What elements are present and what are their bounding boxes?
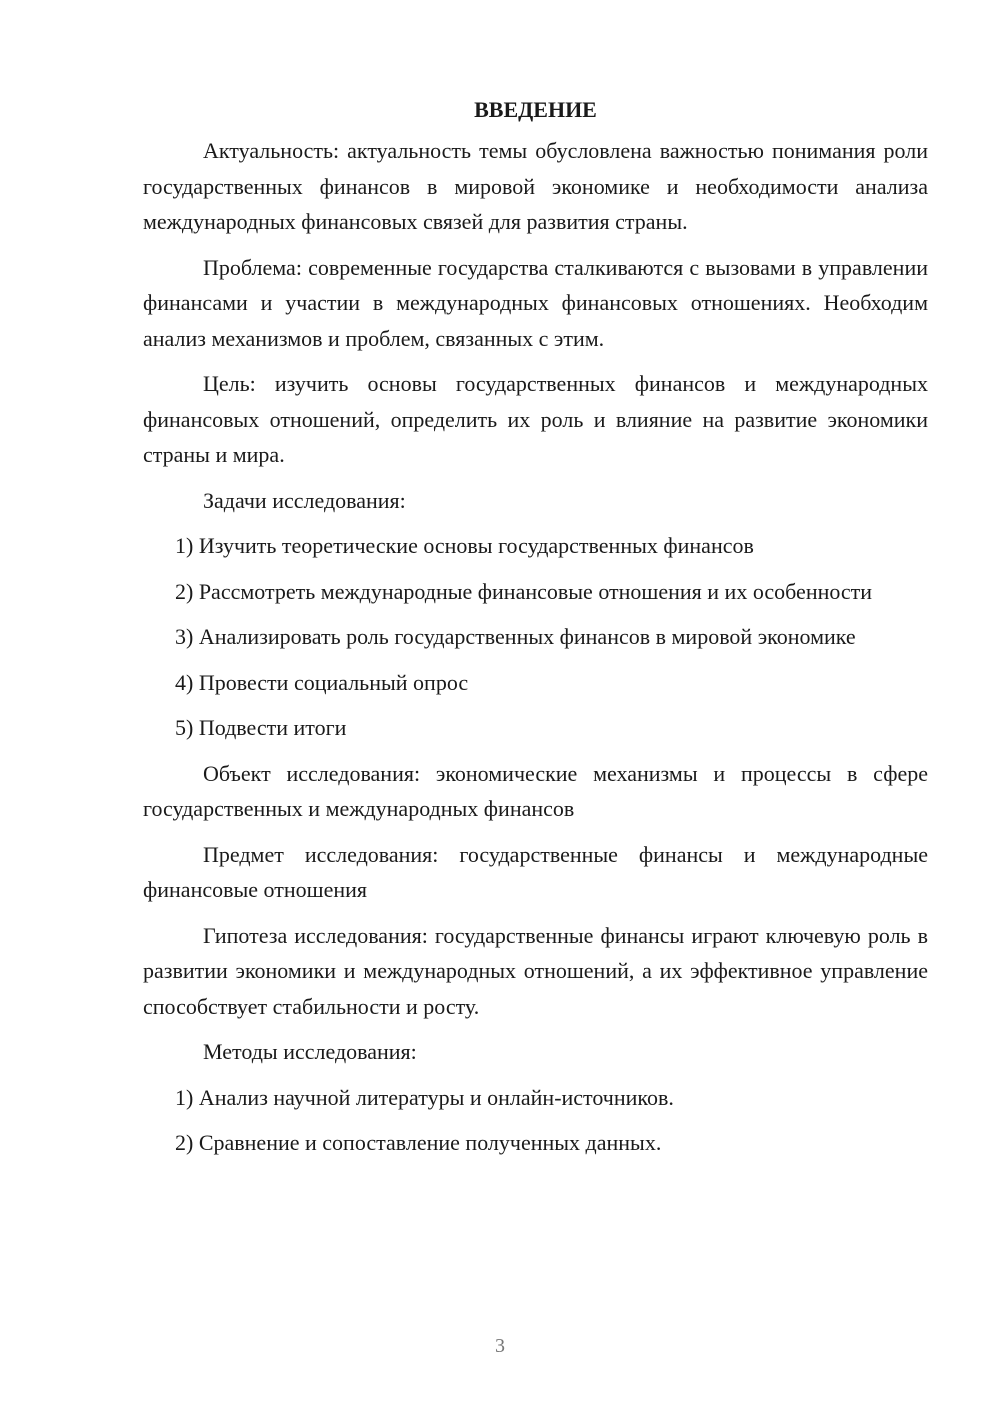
hypothesis-paragraph: Гипотеза исследования: государственные финансы играют ключевую роль в развитии экономики и международных отношений, а их эффективное управление способствует стабильности и росту. xyxy=(143,922,928,1019)
method-item: 1) Анализ научной литературы и онлайн-источников. xyxy=(175,1084,674,1110)
task-item: 5) Подвести итоги xyxy=(175,715,347,740)
goal-paragraph: Цель: изучить основы государственных финансов и международных финансовых отношений, определить их роль и влияние на развитие экономики страны и мира. xyxy=(143,371,928,467)
task-item: 1) Изучить теоретические основы государственных финансов xyxy=(175,533,754,558)
page-number: 3 xyxy=(495,1335,505,1357)
method-item: 2) Сравнение и сопоставление полученных данных. xyxy=(175,1130,662,1155)
subject-paragraph: Предмет исследования: государственные финансы и международные финансовые отношения xyxy=(143,841,928,902)
task-item: 2) Рассмотреть международные финансовые отношения и их особенности xyxy=(175,578,873,604)
relevance-paragraph: Актуальность: актуальность темы обусловлена важностью понимания роли государственных финансов в мировой экономике и необходимости анализа международных финансовых связей для развития страны. xyxy=(143,138,928,234)
methods-heading: Методы исследования: xyxy=(203,1039,417,1064)
tasks-heading: Задачи исследования: xyxy=(203,487,406,513)
task-item: 3) Анализировать роль государственных финансов в мировой экономике xyxy=(175,624,856,649)
section-title: ВВЕДЕНИЕ xyxy=(474,97,597,122)
task-item: 4) Провести социальный опрос xyxy=(175,669,469,695)
document-page xyxy=(143,92,928,1171)
object-paragraph: Объект исследования: экономические механизмы и процессы в сфере государственных и международных финансов xyxy=(143,760,928,821)
problem-paragraph: Проблема: современные государства сталкиваются с вызовами в управлении финансами и участии в международных финансовых отношениях. Необходим анализ механизмов и проблем, связанных с этим. xyxy=(143,254,928,351)
